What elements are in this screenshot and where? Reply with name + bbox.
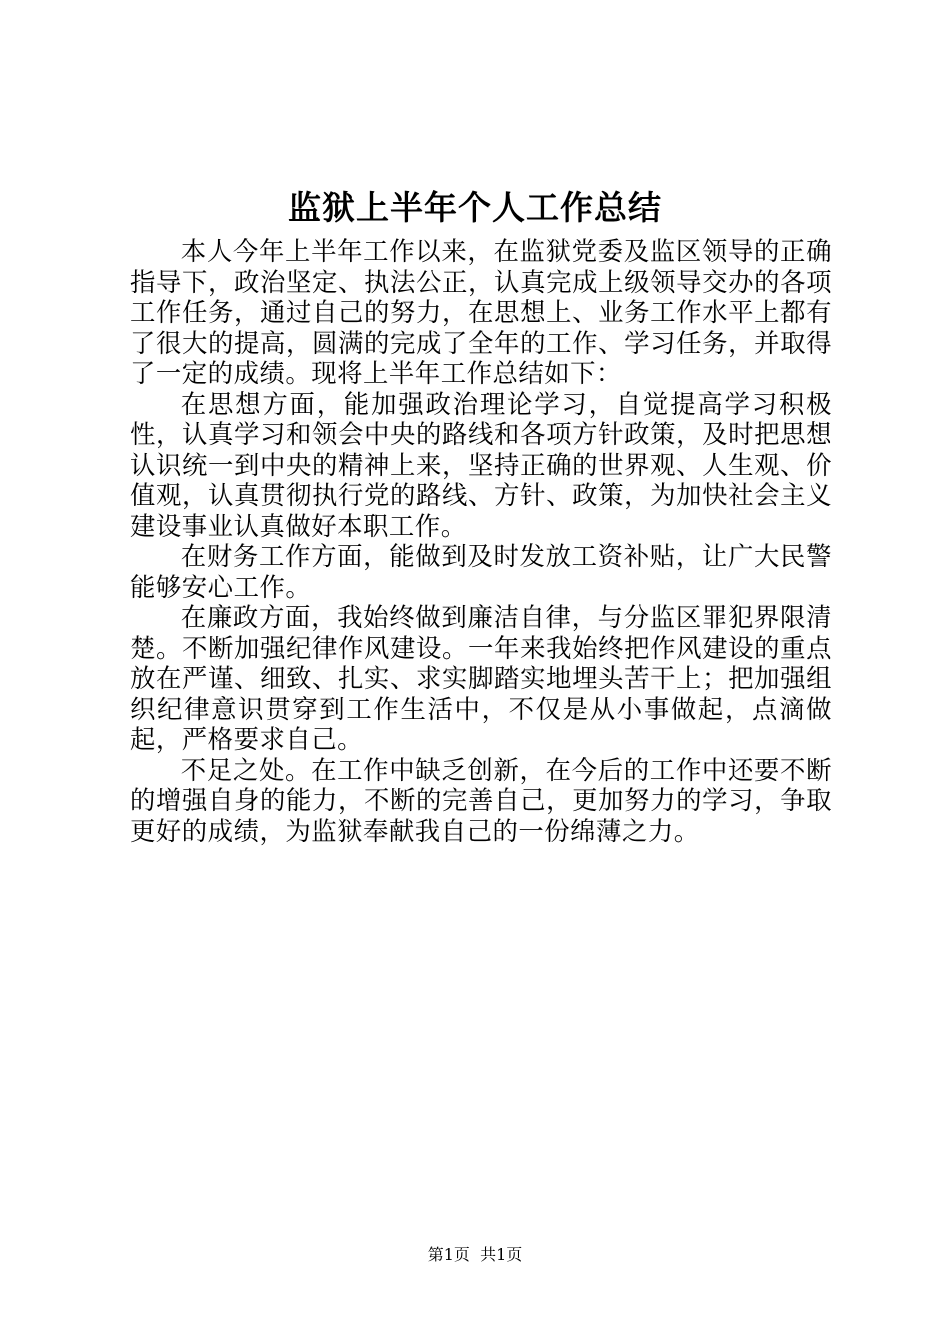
page-footer: 第1页 共1页 bbox=[427, 1245, 523, 1264]
paragraph-integrity: 在廉政方面，我始终做到廉洁自律，与分监区罪犯界限清楚。不断加强纪律作风建设。一年来我始终把作风建设的重点放在严谨、细致、扎实、求实脚踏实地埋头苦干上；把加强组织纪律意识贯穿到工作生活中，不仅是从小事做起，点滴做起，严格要求自己。 bbox=[130, 602, 832, 754]
paragraph-finance: 在财务工作方面，能做到及时发放工资补贴，让广大民警能够安心工作。 bbox=[130, 541, 832, 602]
paragraph-shortcomings: 不足之处。在工作中缺乏创新，在今后的工作中还要不断的增强自身的能力，不断的完善自己，更加努力的学习，争取更好的成绩，为监狱奉献我自己的一份绵薄之力。 bbox=[130, 754, 832, 846]
document-title: 监狱上半年个人工作总结 bbox=[288, 188, 662, 227]
paragraph-ideology: 在思想方面，能加强政治理论学习，自觉提高学习积极性，认真学习和领会中央的路线和各项方针政策，及时把思想认识统一到中央的精神上来，坚持正确的世界观、人生观、价值观，认真贯彻执行党的路线、方针、政策，为加快社会主义建设事业认真做好本职工作。 bbox=[130, 388, 832, 541]
paragraph-intro: 本人今年上半年工作以来，在监狱党委及监区领导的正确指导下，政治坚定、执法公正，认真完成上级领导交办的各项工作任务，通过自己的努力，在思想上、业务工作水平上都有了很大的提高，圆满的完成了全年的工作、学习任务，并取得了一定的成绩。现将上半年工作总结如下： bbox=[130, 236, 832, 388]
document-body bbox=[130, 236, 832, 846]
